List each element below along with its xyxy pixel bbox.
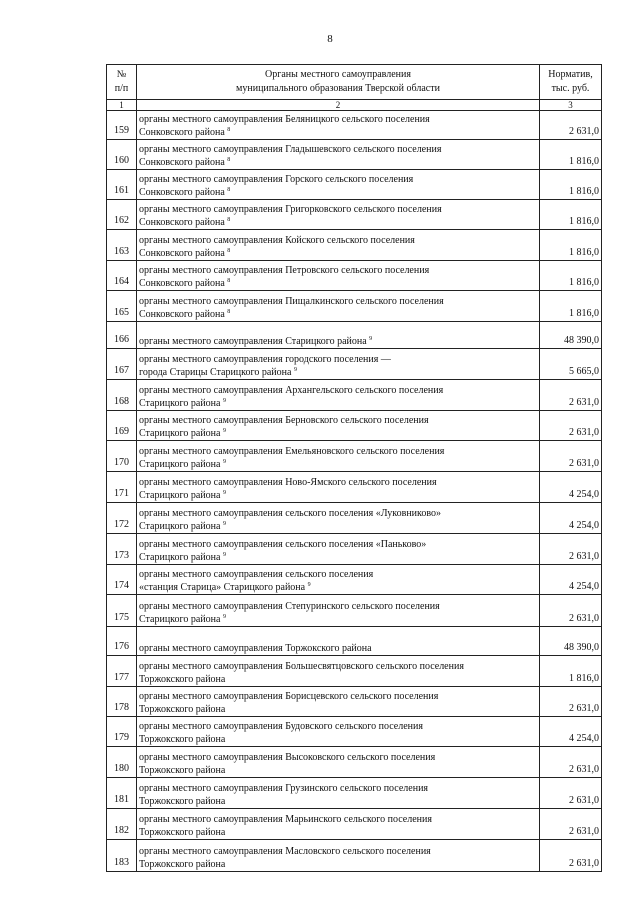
organ-name-text: Сонковского района <box>139 187 225 198</box>
header-number-line2: п/п <box>114 83 129 94</box>
row-organ-name <box>137 140 540 170</box>
organ-name-text: органы местного самоуправления сельского поселения <box>139 569 374 580</box>
row-number: 163 <box>107 230 137 261</box>
organ-name-text: города Старицы Старицкого района <box>139 367 292 378</box>
organ-name-text: Торжокского района <box>139 674 226 685</box>
row-norm-value: 2 631,0 <box>540 809 602 840</box>
table-row <box>107 778 602 809</box>
organ-name-text: органы местного самоуправления Масловского сельского поселения <box>139 846 431 857</box>
row-organ-name <box>137 349 540 380</box>
table-row <box>107 809 602 840</box>
column-index-row <box>107 100 602 111</box>
organ-name-line <box>139 247 537 260</box>
footnote-marker: 9 <box>222 428 226 434</box>
row-organ-name <box>137 441 540 472</box>
organ-name-line <box>139 703 537 716</box>
table-row <box>107 322 602 349</box>
table-row <box>107 441 602 472</box>
organ-name-text: органы местного самоуправления Борисцевского сельского поселения <box>139 691 439 702</box>
row-number: 173 <box>107 534 137 565</box>
organ-name-line <box>139 813 537 826</box>
organ-name-line <box>139 216 537 229</box>
header-organ <box>137 65 540 100</box>
row-organ-name <box>137 200 540 230</box>
regulation-table <box>106 64 602 872</box>
organ-name-text: органы местного самоуправления Беляницкого сельского поселения <box>139 114 430 125</box>
organ-name-line <box>139 538 537 551</box>
organ-name-line <box>139 295 537 308</box>
row-organ-name <box>137 503 540 534</box>
organ-name-text: органы местного самоуправления Грузинского сельского поселения <box>139 783 429 794</box>
organ-name-line <box>139 660 537 673</box>
row-organ-name <box>137 840 540 872</box>
table-row <box>107 595 602 627</box>
row-number: 182 <box>107 809 137 840</box>
row-organ-name <box>137 687 540 717</box>
organ-name-line <box>139 581 537 594</box>
organ-name-line <box>139 458 537 471</box>
organ-name-line <box>139 427 537 440</box>
organ-name-line <box>139 476 537 489</box>
organ-name-line <box>139 335 537 348</box>
row-organ-name <box>137 534 540 565</box>
row-number: 164 <box>107 261 137 291</box>
organ-name-text: «станция Старица» Старицкого района <box>139 582 306 593</box>
organ-name-line <box>139 613 537 626</box>
organ-name-line <box>139 203 537 216</box>
table-row <box>107 380 602 411</box>
row-organ-name <box>137 717 540 747</box>
organ-name-text: Сонковского района <box>139 309 225 320</box>
row-number: 174 <box>107 565 137 595</box>
organ-name-text: Торжокского района <box>139 734 226 745</box>
header-organ-line2: муниципального образования Тверской области <box>236 83 440 94</box>
organ-name-line <box>139 673 537 686</box>
organ-name-line <box>139 489 537 502</box>
table-row <box>107 627 602 656</box>
row-number: 177 <box>107 656 137 687</box>
row-norm-value: 1 816,0 <box>540 291 602 322</box>
organ-name-line <box>139 277 537 290</box>
organ-name-line <box>139 353 537 366</box>
table-row <box>107 717 602 747</box>
row-organ-name <box>137 291 540 322</box>
organ-name-line <box>139 186 537 199</box>
organ-name-text: Сонковского района <box>139 127 225 138</box>
organ-name-line <box>139 642 537 655</box>
column-index-1: 1 <box>107 100 137 111</box>
row-organ-name <box>137 411 540 441</box>
table-row <box>107 170 602 200</box>
organ-name-text: органы местного самоуправления Емельяновского сельского поселения <box>139 446 445 457</box>
organ-name-line <box>139 795 537 808</box>
row-organ-name <box>137 261 540 291</box>
row-organ-name <box>137 472 540 503</box>
organ-name-text: Старицкого района <box>139 428 221 439</box>
organ-name-text: Торжокского района <box>139 765 226 776</box>
organ-name-line <box>139 551 537 564</box>
table-row <box>107 411 602 441</box>
table-row <box>107 140 602 170</box>
row-organ-name <box>137 111 540 140</box>
organ-name-line <box>139 156 537 169</box>
row-organ-name <box>137 627 540 656</box>
row-organ-name <box>137 809 540 840</box>
footnote-marker: 8 <box>227 157 231 163</box>
organ-name-line <box>139 113 537 126</box>
row-number: 181 <box>107 778 137 809</box>
row-number: 169 <box>107 411 137 441</box>
organ-name-text: органы местного самоуправления Пищалкинского сельского поселения <box>139 296 444 307</box>
header-norm-line1: Норматив, <box>548 69 593 80</box>
row-organ-name <box>137 230 540 261</box>
row-norm-value: 2 631,0 <box>540 687 602 717</box>
table-header-row <box>107 65 602 100</box>
row-norm-value: 4 254,0 <box>540 717 602 747</box>
table-row <box>107 565 602 595</box>
row-number: 172 <box>107 503 137 534</box>
header-organ-line1: Органы местного самоуправления <box>265 69 411 80</box>
organ-name-text: органы местного самоуправления Григорковского сельского поселения <box>139 204 442 215</box>
organ-name-line <box>139 845 537 858</box>
row-norm-value: 1 816,0 <box>540 230 602 261</box>
page-number: 8 <box>327 33 333 45</box>
column-index-2: 2 <box>137 100 540 111</box>
header-number-line1: № <box>116 69 127 80</box>
organ-name-text: органы местного самоуправления Берновского сельского поселения <box>139 415 429 426</box>
organ-name-line <box>139 720 537 733</box>
header-norm-line2: тыс. руб. <box>551 83 590 94</box>
footnote-marker: 8 <box>227 309 231 315</box>
organ-name-text: органы местного самоуправления Марьинского сельского поселения <box>139 814 432 825</box>
row-norm-value: 4 254,0 <box>540 472 602 503</box>
organ-name-line <box>139 629 537 642</box>
organ-name-text: Старицкого района <box>139 552 221 563</box>
row-norm-value: 1 816,0 <box>540 170 602 200</box>
row-norm-value: 4 254,0 <box>540 565 602 595</box>
organ-name-line <box>139 782 537 795</box>
organ-name-text: органы местного самоуправления Большесвятцовского сельского поселения <box>139 661 464 672</box>
organ-name-text: Торжокского района <box>139 827 226 838</box>
row-norm-value: 1 816,0 <box>540 656 602 687</box>
row-number: 159 <box>107 111 137 140</box>
row-norm-value: 2 631,0 <box>540 595 602 627</box>
row-number: 168 <box>107 380 137 411</box>
organ-name-text: органы местного самоуправления Петровского сельского поселения <box>139 265 430 276</box>
organ-name-line <box>139 366 537 379</box>
row-norm-value: 4 254,0 <box>540 503 602 534</box>
organ-name-text: Торжокского района <box>139 859 226 870</box>
organ-name-text: Старицкого района <box>139 614 221 625</box>
row-organ-name <box>137 778 540 809</box>
organ-name-line <box>139 826 537 839</box>
row-norm-value: 2 631,0 <box>540 380 602 411</box>
table-row <box>107 840 602 872</box>
row-norm-value: 2 631,0 <box>540 411 602 441</box>
row-number: 178 <box>107 687 137 717</box>
row-number: 179 <box>107 717 137 747</box>
row-number: 165 <box>107 291 137 322</box>
table-row <box>107 687 602 717</box>
organ-name-line <box>139 520 537 533</box>
organ-name-text: органы местного самоуправления сельского поселения «Паньково» <box>139 539 427 550</box>
organ-name-text: органы местного самоуправления сельского поселения «Луковниково» <box>139 508 442 519</box>
row-organ-name <box>137 170 540 200</box>
row-organ-name <box>137 565 540 595</box>
organ-name-text: Торжокского района <box>139 796 226 807</box>
row-number: 167 <box>107 349 137 380</box>
table-row <box>107 472 602 503</box>
organ-name-text: Старицкого района <box>139 521 221 532</box>
row-norm-value: 2 631,0 <box>540 840 602 872</box>
table-row <box>107 261 602 291</box>
organ-name-line <box>139 384 537 397</box>
header-number <box>107 65 137 100</box>
organ-name-line <box>139 507 537 520</box>
organ-name-line <box>139 414 537 427</box>
row-organ-name <box>137 380 540 411</box>
row-number: 170 <box>107 441 137 472</box>
table-row <box>107 534 602 565</box>
organ-name-line <box>139 568 537 581</box>
organ-name-line <box>139 397 537 410</box>
organ-name-text: Старицкого района <box>139 490 221 501</box>
row-norm-value: 1 816,0 <box>540 200 602 230</box>
footnote-marker: 9 <box>222 552 226 558</box>
table-row <box>107 503 602 534</box>
table-row <box>107 747 602 778</box>
organ-name-text: органы местного самоуправления Степуринского сельского поселения <box>139 601 440 612</box>
table-row <box>107 656 602 687</box>
organ-name-text: органы местного самоуправления Ново-Ямского сельского поселения <box>139 477 437 488</box>
organ-name-text: органы местного самоуправления Архангельского сельского поселения <box>139 385 444 396</box>
column-index-3: 3 <box>540 100 602 111</box>
table-row <box>107 291 602 322</box>
organ-name-text: органы местного самоуправления городского поселения — <box>139 354 391 365</box>
footnote-marker: 9 <box>369 336 373 342</box>
footnote-marker: 8 <box>227 187 231 193</box>
row-number: 175 <box>107 595 137 627</box>
footnote-marker: 9 <box>222 614 226 620</box>
footnote-marker: 9 <box>222 521 226 527</box>
row-norm-value: 2 631,0 <box>540 778 602 809</box>
row-norm-value: 2 631,0 <box>540 747 602 778</box>
organ-name-text: Сонковского района <box>139 157 225 168</box>
organ-name-line <box>139 143 537 156</box>
row-organ-name <box>137 656 540 687</box>
organ-name-line <box>139 322 537 335</box>
footnote-marker: 9 <box>293 367 297 373</box>
row-number: 162 <box>107 200 137 230</box>
organ-name-text: органы местного самоуправления Старицкого района <box>139 336 367 347</box>
row-number: 161 <box>107 170 137 200</box>
organ-name-text: Торжокского района <box>139 704 226 715</box>
footnote-marker: 9 <box>307 582 311 588</box>
table-row <box>107 230 602 261</box>
organ-name-text: органы местного самоуправления Будовского сельского поселения <box>139 721 423 732</box>
row-number: 183 <box>107 840 137 872</box>
organ-name-text: Сонковского района <box>139 278 225 289</box>
organ-name-text: органы местного самоуправления Торжокского района <box>139 643 372 654</box>
row-norm-value: 1 816,0 <box>540 140 602 170</box>
table-row <box>107 111 602 140</box>
organ-name-line <box>139 234 537 247</box>
row-number: 180 <box>107 747 137 778</box>
footnote-marker: 8 <box>227 217 231 223</box>
row-number: 160 <box>107 140 137 170</box>
organ-name-text: Старицкого района <box>139 398 221 409</box>
organ-name-line <box>139 308 537 321</box>
organ-name-line <box>139 264 537 277</box>
table-row <box>107 349 602 380</box>
table-body <box>107 111 602 872</box>
organ-name-line <box>139 600 537 613</box>
organ-name-line <box>139 764 537 777</box>
footnote-marker: 9 <box>222 459 226 465</box>
row-organ-name <box>137 595 540 627</box>
organ-name-text: органы местного самоуправления Горского сельского поселения <box>139 174 414 185</box>
organ-name-text: Сонковского района <box>139 248 225 259</box>
organ-name-text: Старицкого района <box>139 459 221 470</box>
row-number: 171 <box>107 472 137 503</box>
organ-name-text: органы местного самоуправления Койского сельского поселения <box>139 235 415 246</box>
organ-name-line <box>139 690 537 703</box>
row-number: 176 <box>107 627 137 656</box>
row-organ-name <box>137 322 540 349</box>
organ-name-line <box>139 733 537 746</box>
row-norm-value: 2 631,0 <box>540 534 602 565</box>
organ-name-text: органы местного самоуправления Гладышевского сельского поселения <box>139 144 442 155</box>
row-norm-value: 2 631,0 <box>540 111 602 140</box>
organ-name-text: органы местного самоуправления Высоковского сельского поселения <box>139 752 436 763</box>
organ-name-line <box>139 173 537 186</box>
footnote-marker: 8 <box>227 127 231 133</box>
organ-name-line <box>139 858 537 871</box>
footnote-marker: 9 <box>222 490 226 496</box>
row-norm-value: 48 390,0 <box>540 322 602 349</box>
organ-name-line <box>139 445 537 458</box>
footnote-marker: 8 <box>227 248 231 254</box>
row-norm-value: 1 816,0 <box>540 261 602 291</box>
row-norm-value: 48 390,0 <box>540 627 602 656</box>
organ-name-text: Сонковского района <box>139 217 225 228</box>
organ-name-line <box>139 751 537 764</box>
row-number: 166 <box>107 322 137 349</box>
header-norm <box>540 65 602 100</box>
row-norm-value: 5 665,0 <box>540 349 602 380</box>
footnote-marker: 9 <box>222 398 226 404</box>
organ-name-line <box>139 126 537 139</box>
row-organ-name <box>137 747 540 778</box>
footnote-marker: 8 <box>227 278 231 284</box>
table-row <box>107 200 602 230</box>
row-norm-value: 2 631,0 <box>540 441 602 472</box>
